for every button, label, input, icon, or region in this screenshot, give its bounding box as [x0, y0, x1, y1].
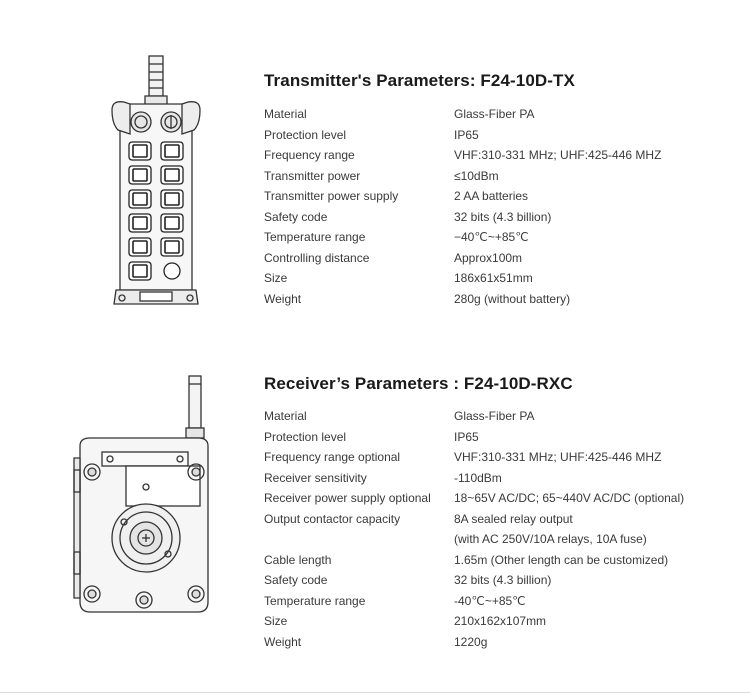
spec-value: ≤10dBm [454, 168, 499, 183]
spec-label: Protection level [264, 127, 347, 142]
spec-row [264, 591, 724, 611]
spec-value: 8A sealed relay output [454, 511, 573, 526]
spec-value: Approx100m [454, 250, 523, 265]
spec-value: 1220g [454, 634, 488, 649]
spec-row [264, 406, 724, 426]
spec-label: Temperature range [264, 230, 366, 244]
spec-label: Transmitter power [264, 168, 361, 183]
receiver-title: Receiver’s Parameters : F24-10D-RXC [264, 374, 573, 393]
spec-value: IP65 [454, 429, 479, 444]
divider [0, 692, 750, 693]
spec-label: Weight [264, 634, 302, 649]
spec-label: Size [264, 271, 288, 285]
spec-row [264, 550, 724, 570]
spec-row [264, 166, 724, 186]
spec-value: Glass-Fiber PA [454, 107, 535, 121]
spec-label: Cable length [264, 552, 332, 567]
spec-label: Output contactor capacity [264, 511, 401, 526]
spec-row [264, 186, 724, 206]
spec-value: 280g (without battery) [454, 291, 571, 306]
spec-value: 32 bits (4.3 billion) [454, 209, 552, 224]
spec-label: Safety code [264, 209, 328, 224]
spec-value: 2 AA batteries [454, 189, 529, 203]
spec-value: 18~65V AC/DC; 65~440V AC/DC (optional) [454, 491, 685, 505]
spec-row [264, 289, 724, 309]
spec-label: Receiver sensitivity [264, 470, 367, 485]
remote-transmitter-icon [108, 54, 208, 310]
spec-label: Protection level [264, 429, 347, 444]
spec-value: Glass-Fiber PA [454, 409, 535, 423]
spec-row [264, 125, 724, 145]
spec-row [264, 570, 724, 590]
spec-value: 210x162x107mm [454, 614, 547, 628]
spec-label: Weight [264, 291, 302, 306]
spec-value: IP65 [454, 127, 479, 142]
spec-label: Safety code [264, 573, 328, 587]
spec-row [264, 145, 724, 165]
spec-value: 1.65m (Other length can be customized) [454, 552, 669, 567]
spec-row [264, 468, 724, 488]
spec-row [264, 268, 724, 288]
spec-row [264, 447, 724, 467]
spec-row [264, 632, 724, 652]
spec-label: Temperature range [264, 593, 366, 608]
receiver-box-icon [66, 374, 222, 622]
spec-row [264, 529, 724, 549]
spec-value: -40℃~+85℃ [454, 593, 526, 608]
spec-label: Frequency range [264, 148, 355, 162]
transmitter-title: Transmitter's Parameters: F24-10D-TX [264, 71, 575, 90]
spec-value: 32 bits (4.3 billion) [454, 573, 552, 587]
spec-label: Receiver power supply optional [264, 491, 431, 505]
spec-value: -110dBm [454, 470, 502, 485]
spec-value: VHF:310-331 MHz; UHF:425-446 MHZ [454, 148, 662, 162]
spec-value: VHF:310-331 MHz; UHF:425-446 MHZ [454, 450, 662, 464]
spec-value: −40℃~+85℃ [454, 230, 529, 244]
spec-label: Transmitter power supply [264, 189, 399, 203]
spec-label: Controlling distance [264, 250, 370, 265]
spec-row [264, 207, 724, 227]
spec-row [264, 488, 724, 508]
spec-row [264, 104, 724, 124]
spec-label: Material [264, 107, 307, 121]
spec-row [264, 248, 724, 268]
spec-row [264, 509, 724, 529]
spec-row [264, 611, 724, 631]
spec-value: (with AC 250V/10A relays, 10A fuse) [454, 532, 647, 546]
spec-label: Frequency range optional [264, 450, 401, 464]
spec-value: 186x61x51mm [454, 271, 533, 285]
spec-label: Size [264, 614, 288, 628]
spec-row [264, 227, 724, 247]
spec-label: Material [264, 409, 307, 423]
spec-row [264, 427, 724, 447]
